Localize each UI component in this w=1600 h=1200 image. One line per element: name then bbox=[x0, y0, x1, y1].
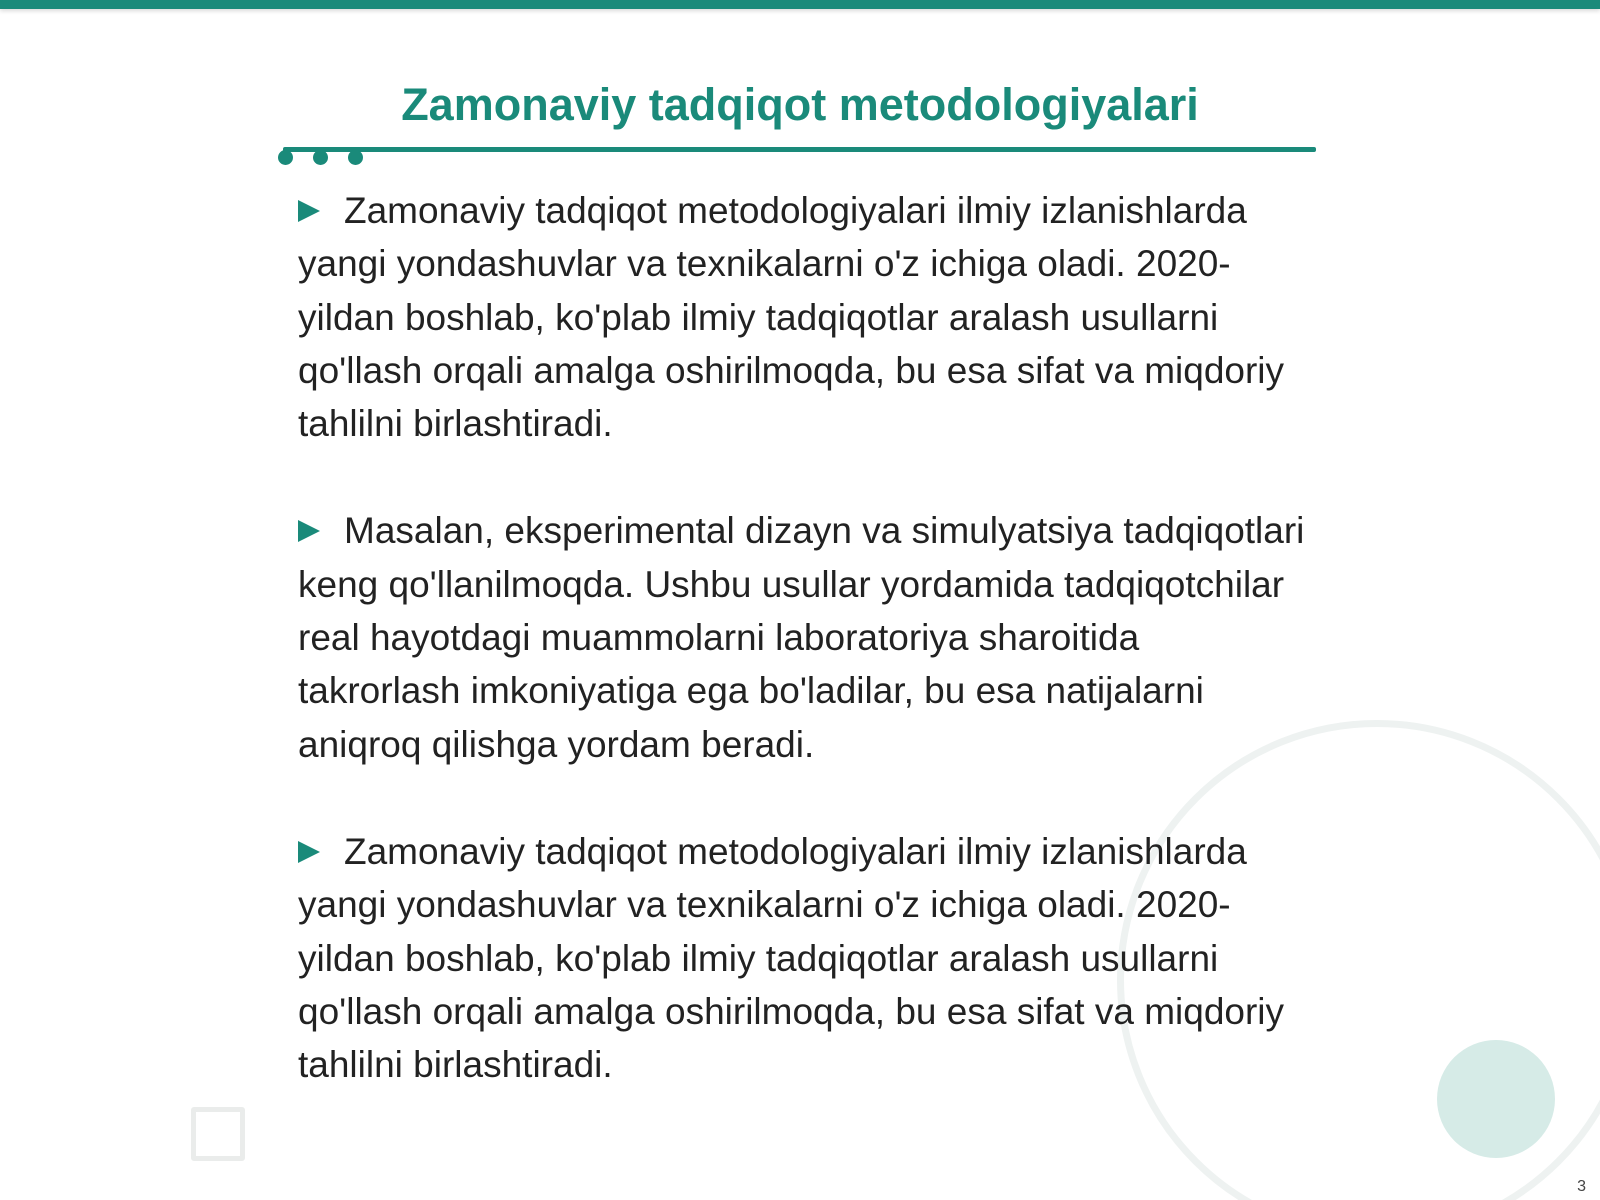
underline-dot bbox=[278, 150, 293, 165]
decorative-circle bbox=[1437, 1040, 1555, 1158]
bullet-item bbox=[298, 184, 1308, 450]
bullet-list bbox=[298, 184, 1308, 1145]
triangle-bullet-icon bbox=[298, 841, 320, 863]
bullet-item bbox=[298, 825, 1308, 1091]
page-number: 3 bbox=[1577, 1178, 1586, 1195]
underline-dot bbox=[348, 150, 363, 165]
triangle-bullet-icon bbox=[298, 200, 320, 222]
underline-dot bbox=[313, 150, 328, 165]
top-accent-bar bbox=[0, 0, 1600, 9]
triangle-bullet-icon bbox=[298, 520, 320, 542]
title-underline bbox=[283, 147, 1316, 152]
slide-title: Zamonaviy tadqiqot metodologiyalari bbox=[401, 79, 1199, 130]
decorative-square bbox=[191, 1107, 245, 1161]
bullet-text: Zamonaviy tadqiqot metodologiyalari ilmiy izlanishlarda yangi yondashuvlar va texnikalarni o'z ichiga oladi. 2020-yildan boshlab, ko'plab ilmiy tadqiqotlar aralash usullarni qo'llash orqali amalga oshirilmoqda, bu esa sifat va miqdoriy tahlilni birlashtiradi. bbox=[298, 190, 1285, 445]
bullet-text: Zamonaviy tadqiqot metodologiyalari ilmiy izlanishlarda yangi yondashuvlar va texnikalarni o'z ichiga oladi. 2020-yildan boshlab, ko'plab ilmiy tadqiqotlar aralash usullarni qo'llash orqali amalga oshirilmoqda, bu esa sifat va miqdoriy tahlilni birlashtiradi. bbox=[298, 830, 1285, 1086]
bullet-item bbox=[298, 504, 1308, 770]
bullet-text: Masalan, eksperimental dizayn va simulyatsiya tadqiqotlari keng qo'llanilmoqda. Ushbu usullar yordamida tadqiqotchilar real hayotdagi muammolarni laboratoriya sharoitida takrorlash imkoniyatiga ega bo'ladilar, bu esa natijalarni aniqroq qilishga yordam beradi. bbox=[298, 510, 1305, 765]
